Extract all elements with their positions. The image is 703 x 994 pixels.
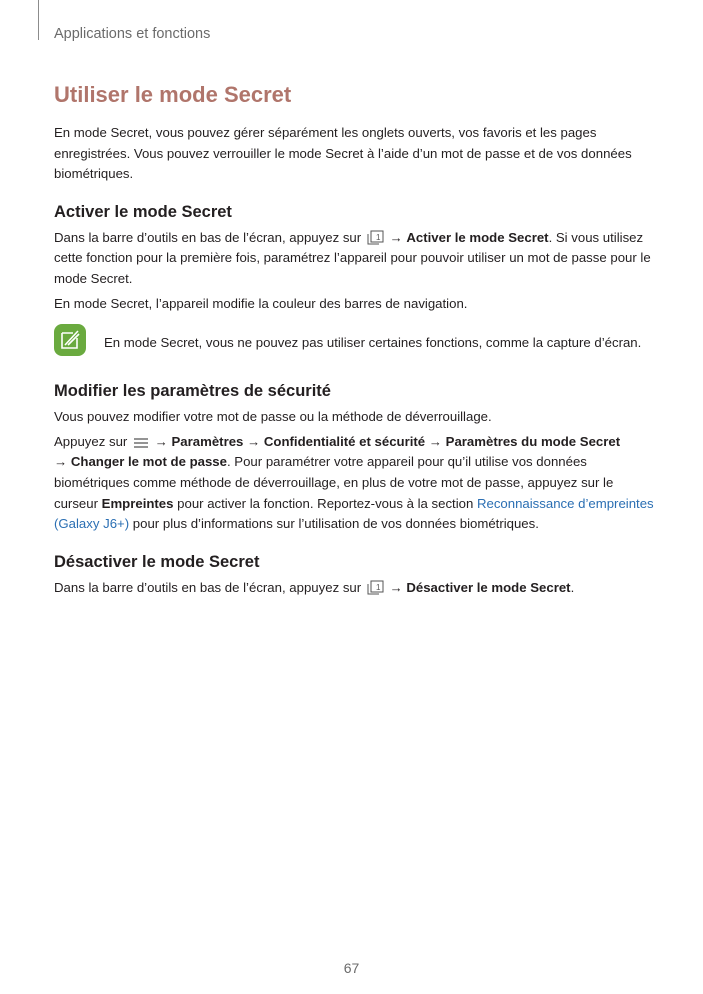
arrow: → <box>247 433 261 449</box>
tabs-icon <box>367 230 384 245</box>
page-content <box>54 80 654 602</box>
deactivate-text-post: . <box>570 579 575 595</box>
arrow: → <box>389 579 403 595</box>
note-box <box>54 324 654 364</box>
arrow: → <box>54 454 68 470</box>
menu-icon <box>133 437 149 449</box>
header-rule <box>38 0 39 40</box>
arrow: → <box>428 433 442 449</box>
privacy-security-label: Confidentialité et sécurité <box>263 433 426 449</box>
tabs-icon <box>367 580 384 595</box>
security-text-post: pour plus d’informations sur l’utilisation de vos données biométriques. <box>132 516 539 532</box>
section-deactivate <box>54 551 654 599</box>
deactivate-text-pre: Dans la barre d’outils en bas de l’écran, appuyez sur <box>54 579 362 595</box>
arrow: → <box>389 229 403 245</box>
activate-paragraph <box>54 228 654 290</box>
deactivate-secret-label: Désactiver le mode Secret <box>406 579 571 595</box>
security-text-pre: Appuyez sur <box>54 433 128 449</box>
deactivate-paragraph <box>54 578 654 599</box>
intro-paragraph: En mode Secret, vous pouvez gérer séparément les onglets ouverts, vos favoris et les pages enregistrées. Vous pouvez verrouiller le mode Secret à l’aide d’un mot de passe et de vos données biométriques. <box>54 125 632 182</box>
security-text-mid2: pour activer la fonction. Reportez-vous à la section <box>177 495 474 511</box>
change-password-label: Changer le mot de passe <box>70 454 227 470</box>
section-activate <box>54 201 654 364</box>
fingerprints-label: Empreintes <box>101 495 174 511</box>
security-intro: Vous pouvez modifier votre mot de passe ou la méthode de déverrouillage. <box>54 409 492 425</box>
security-text-mid: . Pour paramétrer votre appareil pour qu’il utilise vos données biométriques comme méthode de déverrouillage, en plus de votre mot de passe, appuyez sur le curseur <box>54 454 614 511</box>
activate-secret-label: Activer le mode Secret <box>406 229 549 245</box>
activate-text-pre: Dans la barre d’outils en bas de l’écran, appuyez sur <box>54 229 362 245</box>
section-security <box>54 380 654 535</box>
security-paragraph <box>54 432 654 535</box>
section-header: Applications et fonctions <box>54 26 211 42</box>
svg-text:1: 1 <box>375 582 381 592</box>
deactivate-heading: Désactiver le mode Secret <box>54 552 260 571</box>
note-icon <box>54 324 86 356</box>
secret-mode-settings-label: Paramètres du mode Secret <box>445 433 621 449</box>
activate-text-post: . Si vous utilisez cette fonction pour la première fois, paramétrez l’appareil pour pouvoir utiliser un mot de passe pour le mode Secret. <box>54 229 651 286</box>
page-number: 67 <box>343 960 360 976</box>
security-heading: Modifier les paramètres de sécurité <box>54 382 331 401</box>
activate-heading: Activer le mode Secret <box>54 202 232 221</box>
arrow: → <box>154 433 168 449</box>
page-title: Utiliser le mode Secret <box>54 82 292 107</box>
settings-label: Paramètres <box>171 433 244 449</box>
svg-text:1: 1 <box>375 232 381 242</box>
note-text: En mode Secret, vous ne pouvez pas utiliser certaines fonctions, comme la capture d’écran. <box>104 335 642 351</box>
fingerprint-recognition-link[interactable]: Reconnaissance d’empreintes (Galaxy J6+) <box>54 495 654 532</box>
navbar-color-paragraph: En mode Secret, l’appareil modifie la couleur des barres de navigation. <box>54 295 468 311</box>
